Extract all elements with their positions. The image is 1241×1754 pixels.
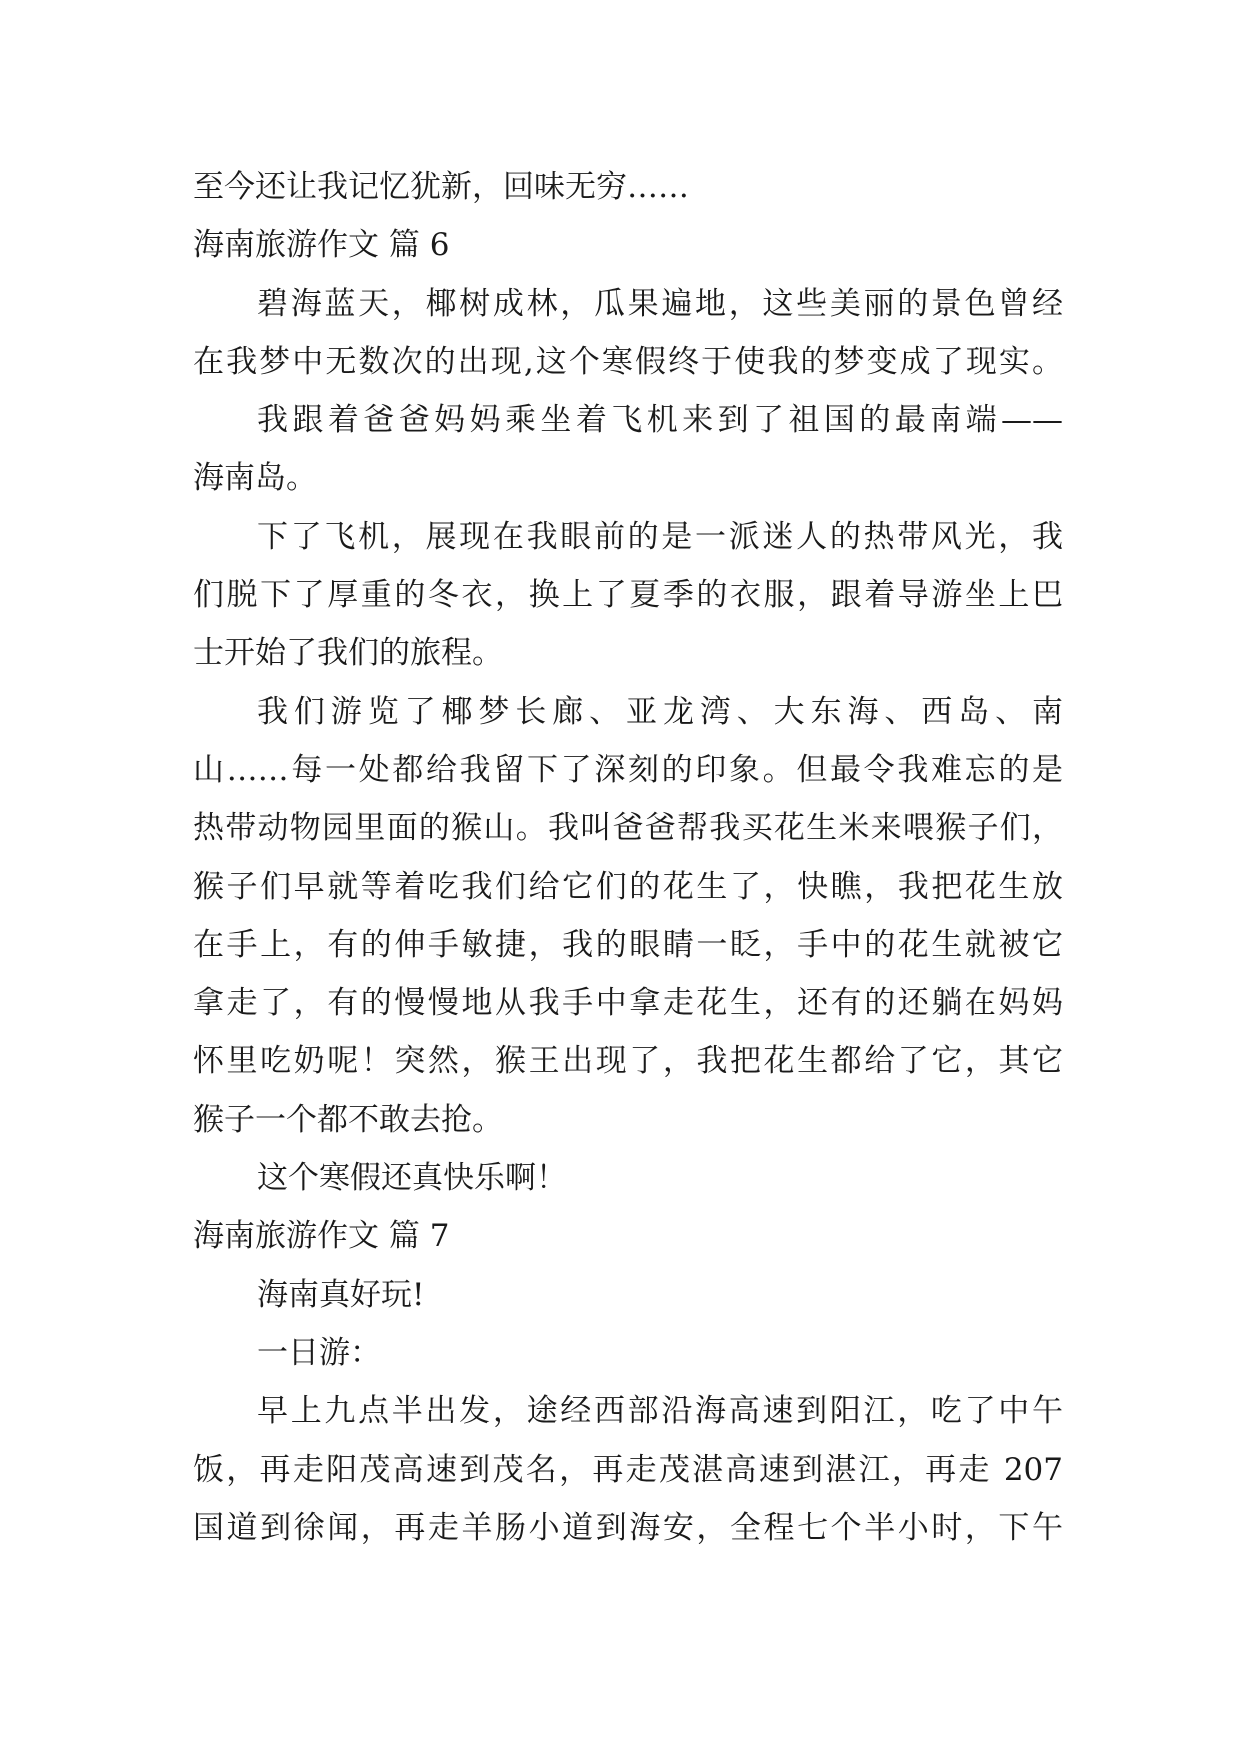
text-line: 拿走了，有的慢慢地从我手中拿走花生，还有的还躺在妈妈 (193, 985, 1063, 1022)
text-line: 我们游览了椰梦长廊、亚龙湾、大东海、西岛、南 (257, 693, 1063, 730)
text-line: 早上九点半出发，途经西部沿海高速到阳江，吃了中午 (257, 1393, 1063, 1430)
text-line: 国道到徐闻，再走羊肠小道到海安，全程七个半小时，下午 (193, 1509, 1063, 1546)
text-line: 海南真好玩! (257, 1276, 425, 1313)
text-line: 山……每一处都给我留下了深刻的印象。但最令我难忘的是 (193, 751, 1063, 788)
text-line: 这个寒假还真快乐啊！ (257, 1160, 567, 1197)
text-line: 下了飞机，展现在我眼前的是一派迷人的热带风光，我 (257, 518, 1063, 555)
text-line: 士开始了我们的旅程。 (193, 635, 503, 672)
section-heading: 海南旅游作文 篇 7 (193, 1218, 450, 1255)
text-line: 猴子们早就等着吃我们给它们的花生了，快瞧，我把花生放 (193, 868, 1063, 905)
text-line: 在我梦中无数次的出现,这个寒假终于使我的梦变成了现实。 (193, 343, 1063, 380)
text-line: 我跟着爸爸妈妈乘坐着飞机来到了祖国的最南端—— (257, 402, 1063, 439)
text-line: 在手上，有的伸手敏捷，我的眼睛一眨，手中的花生就被它 (193, 926, 1063, 963)
document-body (193, 158, 1063, 1557)
section-heading: 海南旅游作文 篇 6 (193, 227, 450, 264)
text-line: 海南岛。 (193, 460, 317, 497)
text-line: 碧海蓝天，椰树成林，瓜果遍地，这些美丽的景色曾经 (257, 285, 1063, 322)
text-line: 至今还让我记忆犹新，回味无穷…… (193, 169, 689, 205)
text-line: 一日游： (257, 1334, 381, 1371)
text-line: 怀里吃奶呢！突然，猴王出现了，我把花生都给了它，其它 (193, 1043, 1063, 1080)
text-line: 热带动物园里面的猴山。我叫爸爸帮我买花生米来喂猴子们， (193, 810, 1063, 847)
text-line: 猴子一个都不敢去抢。 (193, 1101, 503, 1138)
text-line: 们脱下了厚重的冬衣，换上了夏季的衣服，跟着导游坐上巴 (193, 577, 1063, 614)
text-line: 饭，再走阳茂高速到茂名，再走茂湛高速到湛江，再走 207 (193, 1451, 1063, 1488)
